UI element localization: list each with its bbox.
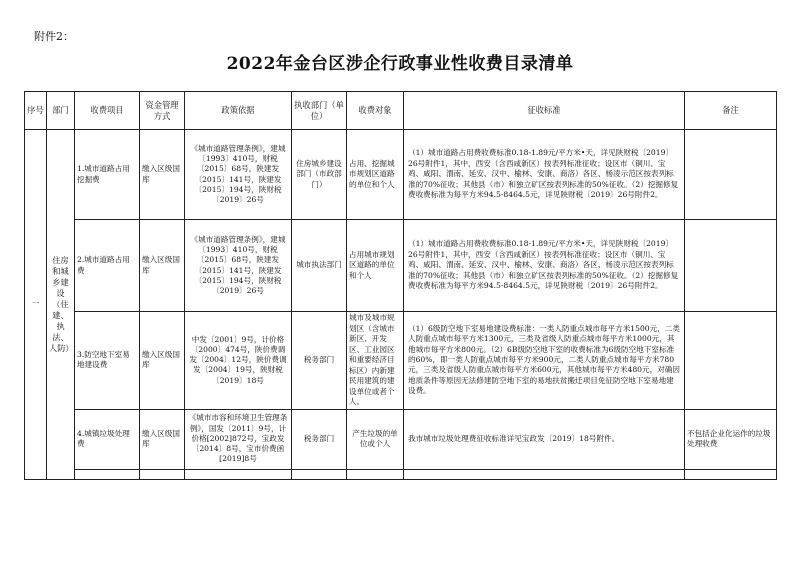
target-cell: 占用城市规划区道路的单位和个人 <box>347 220 404 312</box>
empty-cell <box>685 469 777 479</box>
table-row <box>25 220 777 312</box>
attachment-label: 附件2： <box>34 30 74 43</box>
header-standard: 征收标准 <box>404 92 685 130</box>
empty-cell <box>347 469 404 479</box>
note-cell: 不包括企业化运作的垃圾处理收费 <box>685 409 777 469</box>
department-cell: 住房和城乡建设（住建、执法、人防） <box>47 130 75 480</box>
target-cell: 城市及城市规划区（含城市新区、开发区、工业园区和重要经济目标区）内新建民用建筑的建设单位或者个人。 <box>347 312 404 410</box>
table-row <box>25 469 777 479</box>
fee-item-cell: 1.城市道路占用挖掘费 <box>75 130 140 220</box>
policy-cell: 《城市市容和环境卫生管理条例》，国发〔2011〕9号，计价格[2002]872号，宝政发〔2014〕8号，宝市价费函[2019]8号 <box>185 409 292 469</box>
empty-cell <box>292 469 347 479</box>
page-title: 2022年金台区涉企行政事业性收费目录清单 <box>226 54 574 74</box>
standard-cell: 我市城市垃圾处理费征收标准详见宝政发〔2019〕18号附件。 <box>404 409 685 469</box>
table-header-row <box>25 92 777 130</box>
fee-item-cell: 4.城镇垃圾处理费 <box>75 409 140 469</box>
fee-item-cell: 3.防空地下室易地建设费 <box>75 312 140 410</box>
fee-item-cell: 2.城市道路占用费 <box>75 220 140 312</box>
fee-table <box>24 91 777 480</box>
note-cell <box>685 312 777 410</box>
header-department: 部门 <box>47 92 75 130</box>
table-row <box>25 312 777 410</box>
header-fee-target: 收费对象 <box>347 92 404 130</box>
table-row <box>25 409 777 469</box>
collector-cell: 住房城乡建设部门（市政部门） <box>292 130 347 220</box>
standard-cell: （1）6级防空地下室易地建设费标准：一类人防重点城市每平方米1500元，二类人防重点城市每平方米1300元，三类及省级人防重点城市每平方米1000元，其他城市每平方米800元。（2）6B级防空地下室的收费标准为6级防空地下室标准的60%，即一类人防重点城市每平方米900元，二类人防重点城市每平方米780元，三类及省级人防重点城市每平方米600元，其他城市每平方米480元，对确因地质条件等原因无法修建防空地下室的易地扶贫搬迁项目免征防空地下室易地建设费。 <box>404 312 685 410</box>
header-collector: 执收部门（单位） <box>292 92 347 130</box>
collector-cell: 税务部门 <box>292 409 347 469</box>
table-row <box>25 130 777 220</box>
policy-cell: 《城市道路管理条例》，建城〔1993〕410号，财税〔2015〕68号，陕建发〔2015〕141号，陕建发〔2015〕194号，陕财税〔2019〕26号 <box>185 220 292 312</box>
header-policy-basis: 政策依据 <box>185 92 292 130</box>
collector-cell: 城市执法部门 <box>292 220 347 312</box>
target-cell: 产生垃圾的单位或个人 <box>347 409 404 469</box>
standard-cell: （1）城市道路占用费收费标准0.18-1.89元/平方米•天，详见陕财税〔2019〕26号附件1，其中，西安（含西咸新区）按表列标准征收；设区市（铜川、宝鸡、咸阳、渭南、延安、汉中、榆林、安康、商洛）各区、杨凌示范区按表列标准的70%征收；其他县（市）和独立矿区按表列标准的50%征收。（2）挖掘修复费收费标准为每平方米94.5-8464.5元，详见陕财税〔2019〕26号附件2。 <box>404 130 685 220</box>
header-fee-item: 收费项目 <box>75 92 140 130</box>
note-cell <box>685 130 777 220</box>
standard-cell: （1）城市道路占用费收费标准0.18-1.89元/平方米•天，详见陕财税〔2019〕26号附件1，其中，西安（含西咸新区）按表列标准征收；设区市（铜川、宝鸡、咸阳、渭南、延安、汉中、榆林、安康、商洛）各区、杨凌示范区按表列标准的70%征收；其他县（市）和独立矿区按表列标准的50%征收。（2）挖掘修复费收费标准为每平方米94.5-8464.5元，详见陕财税〔2019〕26号附件2。 <box>404 220 685 312</box>
header-note: 备注 <box>685 92 777 130</box>
fund-cell: 缴入区级国库 <box>140 409 185 469</box>
policy-cell: 中发〔2001〕9号，计价格〔2000〕474号，陕价费调发〔2004〕12号，陕价费调发〔2004〕19号，陕财税〔2019〕18号 <box>185 312 292 410</box>
policy-cell: 《城市道路管理条例》，建城〔1993〕410号，财税〔2015〕68号，陕建发〔2015〕141号，陕建发〔2015〕194号，陕财税〔2019〕26号 <box>185 130 292 220</box>
target-cell: 占用、挖掘城市规划区道路的单位和个人 <box>347 130 404 220</box>
header-fund-management: 资金管理方式 <box>140 92 185 130</box>
empty-cell <box>75 469 140 479</box>
empty-cell <box>185 469 292 479</box>
empty-cell <box>404 469 685 479</box>
empty-cell <box>140 469 185 479</box>
header-seq: 序号 <box>25 92 47 130</box>
fund-cell: 缴入区级国库 <box>140 130 185 220</box>
seq-cell: 一 <box>25 130 47 480</box>
collector-cell: 税务部门 <box>292 312 347 410</box>
note-cell <box>685 220 777 312</box>
fund-cell: 缴入区级国库 <box>140 220 185 312</box>
fund-cell: 缴入区级国库 <box>140 312 185 410</box>
